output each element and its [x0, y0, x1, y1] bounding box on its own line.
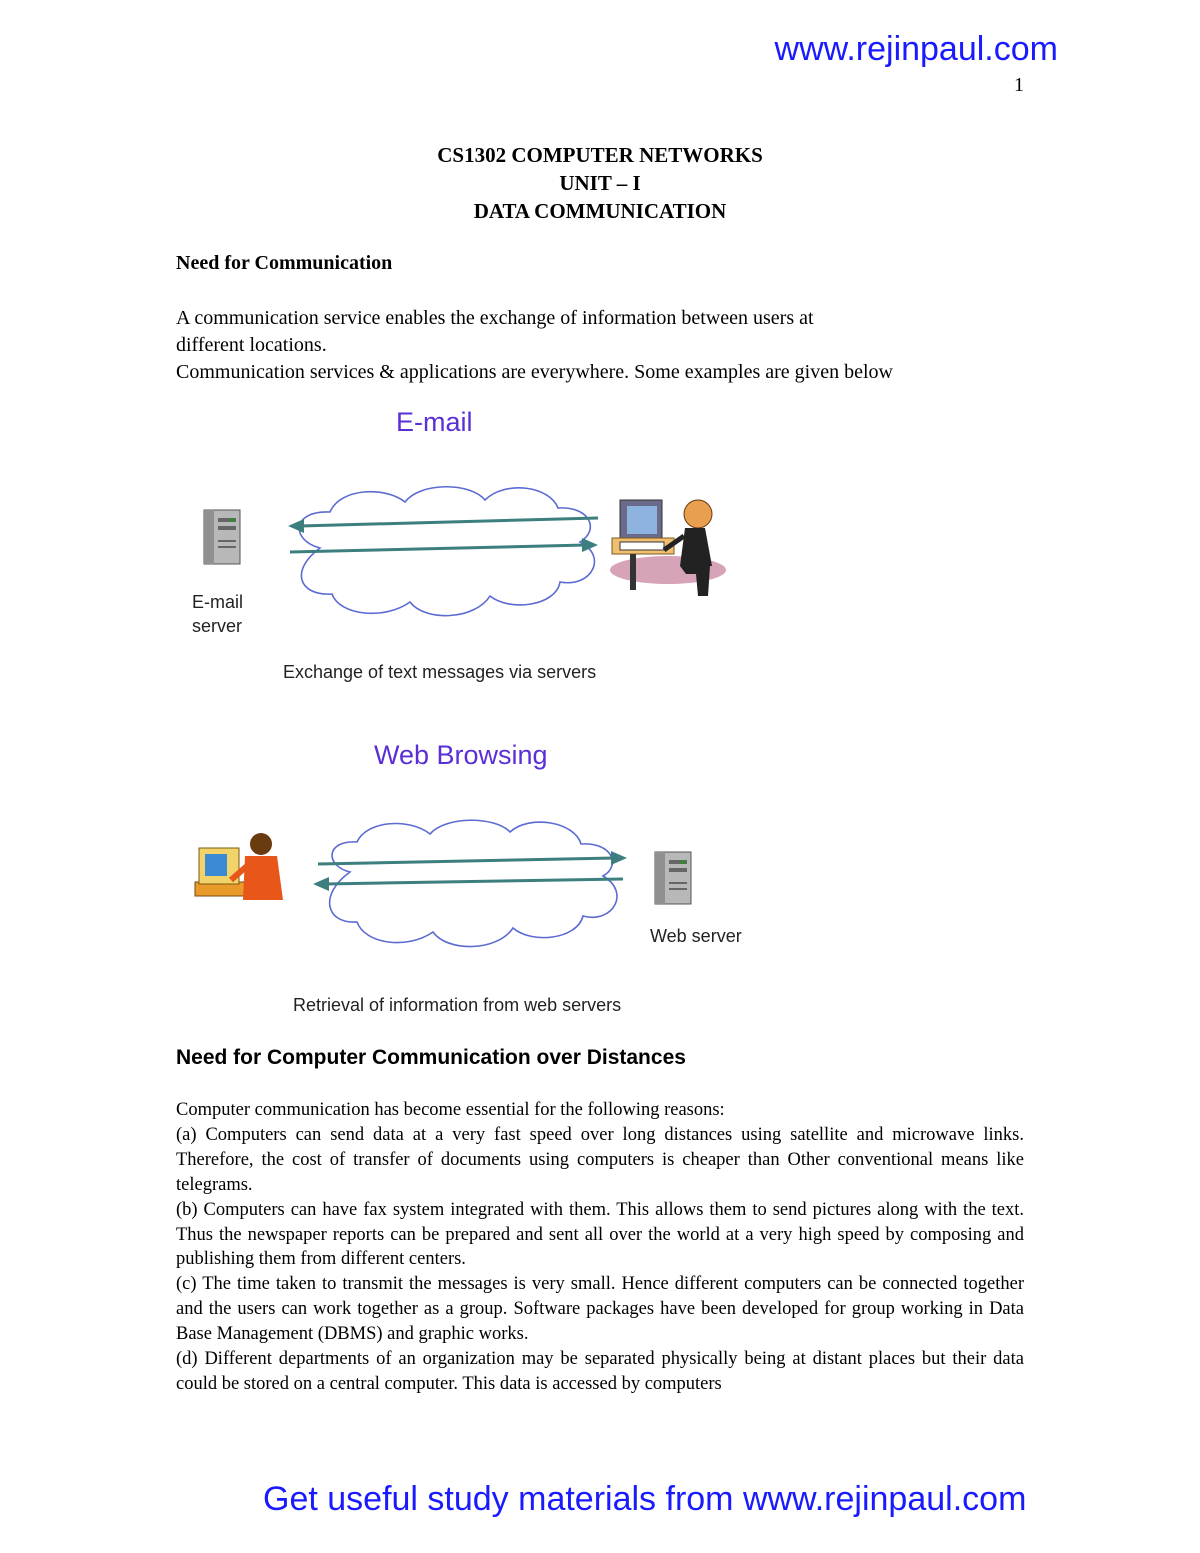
web-user-icon [195, 833, 283, 900]
email-server-icon [204, 510, 240, 564]
email-figure-title: E-mail [396, 407, 473, 437]
reason-b: (b) Computers can have fax system integrated with them. This allows them to send pictures along with the text. Thus the newspaper reports can be prepared and sent all over the world at a very high speed by composing and publishing them from different centers. [176, 1199, 1024, 1270]
reasons-intro: Computer communication has become essential for the following reasons: [176, 1100, 725, 1120]
topic-title: DATA COMMUNICATION [473, 199, 727, 223]
page-number: 1 [1014, 74, 1024, 96]
email-server-label-line-2: server [192, 616, 243, 636]
section-heading-distance-communication: Need for Computer Communication over Distances [176, 1046, 686, 1069]
reasons-paragraph [176, 1098, 1024, 1397]
site-link[interactable]: www.rejinpaul.com [774, 30, 1058, 68]
user-at-computer-icon [610, 500, 726, 596]
email-caption: Exchange of text messages via servers [283, 662, 597, 682]
document-title-block [0, 141, 1200, 225]
web-browsing-diagram [185, 810, 715, 960]
web-caption: Retrieval of information from web servers [293, 995, 622, 1015]
arrow-head-left [288, 519, 304, 533]
arrow-head-right [611, 851, 627, 865]
intro-paragraph [176, 305, 1024, 386]
intro-line-3: Communication services & applications are everywhere. Some examples are given below [176, 361, 893, 383]
reason-a: (a) Computers can send data at a very fast speed over long distances using satellite and microwave links. Therefore, the cost of transfer of documents using computers is cheaper than Other conventional means like telegrams. [176, 1124, 1024, 1195]
email-server-label-line-1: E-mail [192, 592, 244, 612]
reason-d: (d) Different departments of an organization may be separated physically being at distant places but their data could be stored on a central computer. This data is accessed by computers [176, 1349, 1024, 1394]
intro-line-2: different locations. [176, 334, 327, 356]
arrow-head-left [313, 877, 329, 891]
course-title: CS1302 COMPUTER NETWORKS [437, 143, 763, 167]
web-server-icon [655, 852, 691, 904]
footer-promo-link[interactable]: Get useful study materials from www.rejinpaul.com [263, 1480, 1027, 1518]
email-server-label [192, 590, 243, 638]
web-server-label: Web server [650, 926, 742, 946]
web-figure-title: Web Browsing [374, 740, 548, 770]
unit-title: UNIT – I [559, 171, 641, 195]
intro-line-1: A communication service enables the exchange of information between users at [176, 307, 814, 329]
email-diagram [180, 470, 740, 635]
reason-c: (c) The time taken to transmit the messages is very small. Hence different computers can be connected together and the users can work together as a group. Software packages have been developed for group working in Data Base Management (DBMS) and graphic works. [176, 1274, 1024, 1345]
section-heading-need-for-communication: Need for Communication [176, 252, 393, 274]
